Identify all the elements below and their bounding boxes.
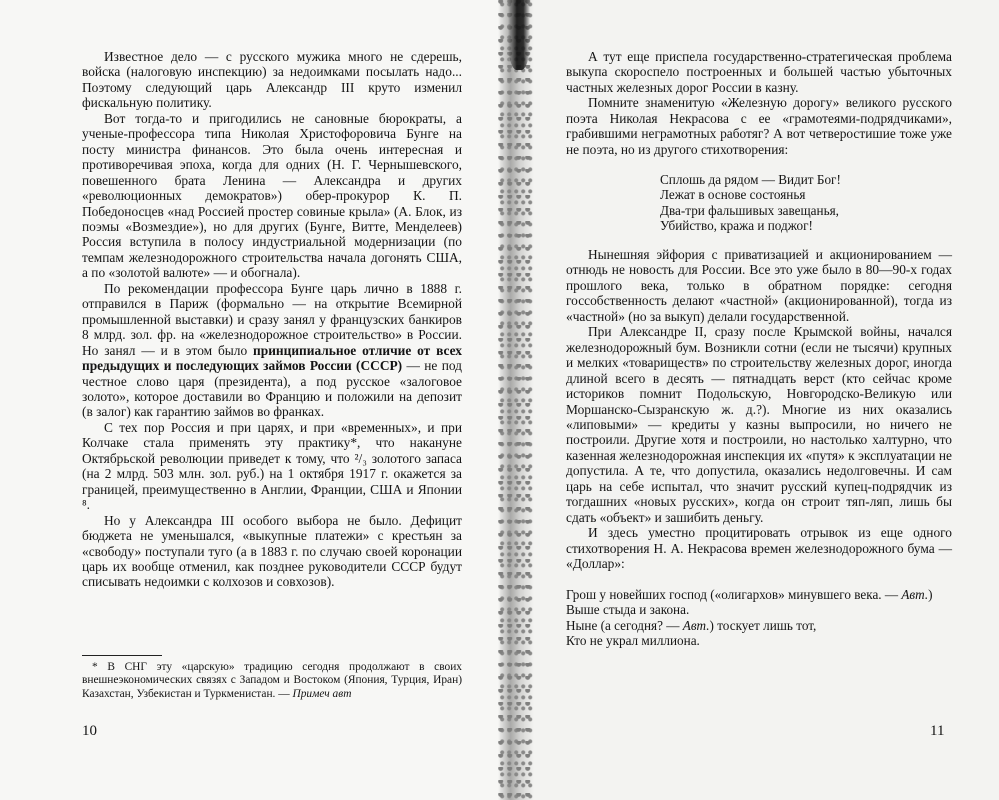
- verse-line-3: Два-три фальшивых завещанья,: [660, 202, 839, 218]
- right-paragraph-2: Помните знаменитую «Железную дорогу» великого русского поэта Николая Некрасова с ее «грамотеями-подрядчиками», грабившими неграмотных работяг? А вот четверостишие тоже уже не поэта, но из другого стихотворения:: [566, 95, 952, 157]
- right-paragraph-5: И здесь уместно процитировать отрывок из еще одного стихотворения Н. А. Некрасова времен железнодорожного бума — «Доллар»:: [566, 525, 952, 572]
- para3-text-before: По рекомендации профессора Бунге царь лично в 1888 г. отправился в Париж (формально — на открытие Всемирной промышленной выставки) и сразу занял у французских банкиров 8 млрд. зол. фр. на «железнодорожное строительство» в России. Но занял — и в этом было: [82, 280, 462, 358]
- para3-text-after: — не под честное слово царя (президента), а под русское «залоговое золото», которое доставили во Францию и положили на депозит (в залог) как гарантию займов во франках.: [82, 358, 462, 420]
- right-paragraph-4: При Александре II, сразу после Крымской войны, начался железнодорожный бум. Возникли сотни (если не тысячи) крупных и мелких «товариществ» по строительству железных дорог, иногда длиной всего в десять — пятнадцать верст (кто сейчас кроме историков помнит Подольскую, Новгородско-Великую или Моршанско-Сызранскую ж. д.?). Многие из них оказались «липовыми» — кредиты у казны выпросили, но ничего не построили. Другие хотя и построили, но настолько халтурно, что казенная железнодорожная инспекция их «путя» к эксплуатации не допустила. А те, что допустила, оказались недолговечны. И сам царь на себе испытал, что значит русский купец-подрядчик из тогдашних «новых русских», когда он строит тяп-ляп, лишь бы сдать «объект» и зашибить деньгу.: [566, 324, 952, 525]
- verse-quatrain: [660, 172, 952, 233]
- verse-line-1: Сплошь да рядом — Видит Бог!: [660, 172, 841, 188]
- gutter-stain: [508, 0, 530, 70]
- left-paragraph-3: [82, 281, 462, 420]
- page-number-left: 10: [82, 723, 97, 739]
- para3-bold-text: принципиальное отличие от всех предыдущих и последующих займов России (СССР): [82, 342, 462, 374]
- left-paragraph-2: Вот тогда-то и пригодились не сановные бюрократы, а ученые-профессора типа Николая Христофоровича Бунге на посту министра финансов. Это была очень интересная и противоречивая эпоха, когда для одних (Н. Г. Чернышевского, повешенного брата Ленина — Александра и других «революционных демократов») обер-прокурор К. П. Победоносцев «над Россией простер совиные крыла» (А. Блок, из поэмы «Возмездие»), но для других (Бунге, Витте, Менделеев) Россия вступила в полосу индустриальной модернизации (по темпам железнодорожного строительства начала догонять США, а по «золотой валюте» — и обогнала).: [82, 110, 462, 281]
- dollar-line-4: Кто не украл миллиона.: [566, 633, 700, 648]
- dollar-line-1-italic: Авт.: [901, 586, 929, 602]
- dollar-line-3-italic: Авт.: [682, 617, 710, 633]
- dollar-line-2: Выше стыда и закона.: [566, 602, 690, 617]
- dollar-line-3-text: Ныне (а сегодня? —: [566, 617, 683, 633]
- dollar-line-1-text: Грош у новейших господ («олигархов» минувшего века. —: [566, 586, 902, 602]
- dollar-line-1-end: ): [928, 586, 933, 602]
- right-paragraph-3: Нынешняя эйфория с приватизацией и акционированием — отнюдь не новость для России. Все это уже было в 80—90-х годах прошлого века, только в обратном порядке: сегодня госсобственность делают «частной» (акционированной), тогда из «частной» (но за выкуп) делали государственной.: [566, 246, 952, 324]
- dollar-line-3-end: ) тоскует лишь тот,: [709, 617, 817, 633]
- footnote-italic: Примеч авт: [292, 687, 352, 700]
- footnote: [82, 661, 462, 701]
- page-number-right: 11: [930, 723, 945, 739]
- verse-line-2: Лежат в основе состоянья: [660, 187, 806, 203]
- footnote-divider: [82, 655, 162, 656]
- verse-line-4: Убийство, кража и поджог!: [660, 217, 813, 233]
- left-paragraph-1: Известное дело — с русского мужика много не сдерешь, войска (налоговую инспекцию) за недоимками посылать надо... Поэтому следующий царь Александр III круто изменил фискальную политику.: [82, 49, 462, 111]
- gutter-shadow: [498, 0, 534, 800]
- left-paragraph-4: С тех пор Россия и при царях, и при «временных», и при Колчаке стала применять эту практику*, что накануне Октябрьской революции приведет к тому, что ²/₃ золотого запаса (на 2 млрд. 503 млн. зол. руб.) на 1 октября 1917 г. окажется за границей, преимущественно в Англии, Франции, США и Японии ⁸.: [82, 419, 462, 513]
- dollar-line-1: [566, 587, 952, 603]
- footnote-text: * В СНГ эту «царскую» традицию сегодня продолжают в своих внешнеэкономических связях с Западом и Востоком (Япония, Турция, Иран) Казахстан, Узбекистан и Туркменистан. —: [82, 661, 462, 700]
- left-page-text: [82, 49, 462, 590]
- right-page-text: [566, 49, 952, 649]
- left-paragraph-5: Но у Александра III особого выбора не было. Дефицит бюджета не уменьшался, «выкупные платежи» с крестьян за «свободу» поступали туго (а в 1883 г. по случаю своей коронации царь их вообще отменил, как позднее руководители СССР будут списывать недоимки с колхозов и совхозов).: [82, 512, 462, 590]
- dollar-line-3: [566, 618, 952, 634]
- right-paragraph-1: А тут еще приспела государственно-стратегическая проблема выкупа скороспело построенных и большей частью убыточных частных железных дорог России в казну.: [566, 49, 952, 95]
- verse-dollar: [566, 587, 952, 649]
